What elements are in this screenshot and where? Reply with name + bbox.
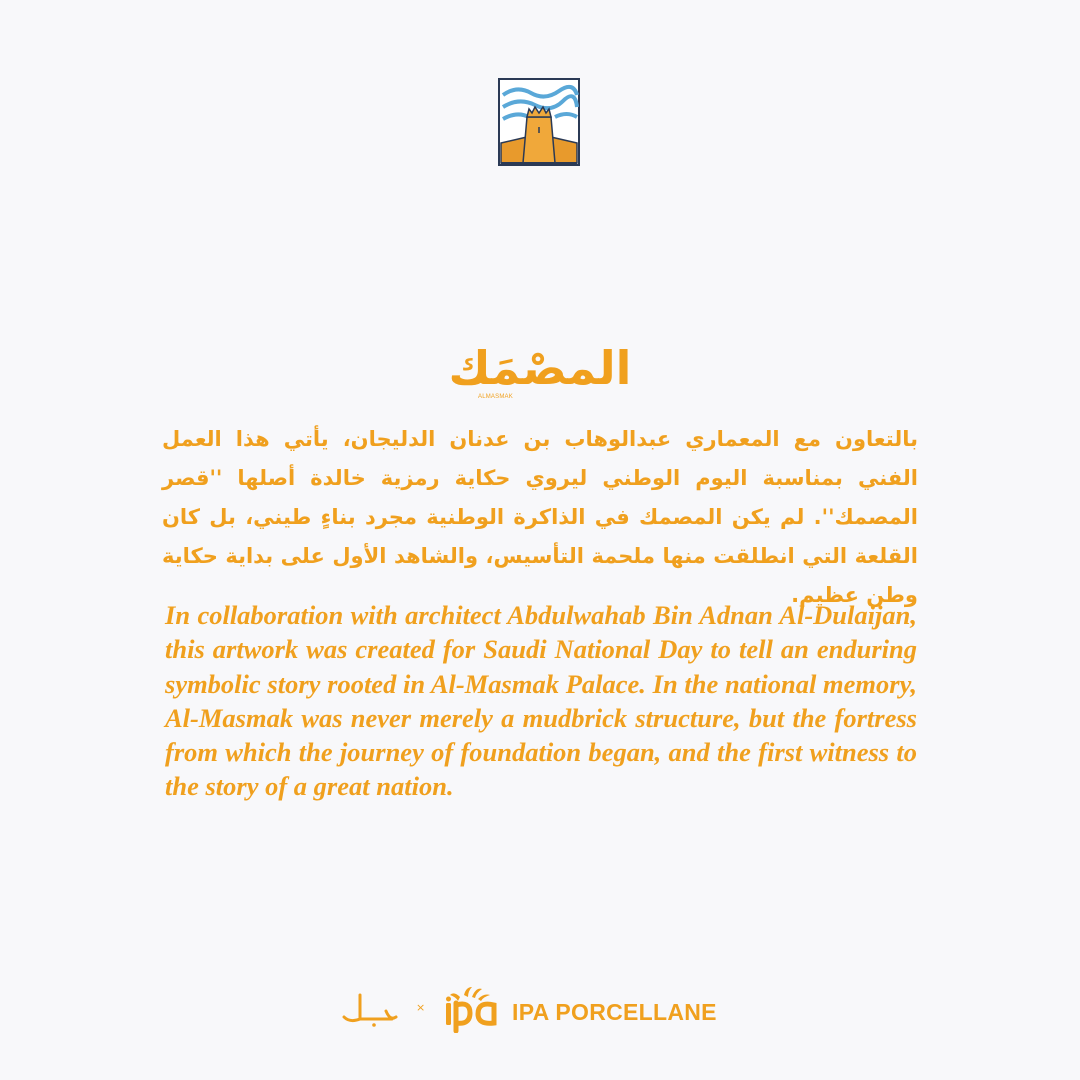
description-english: In collaboration with architect Abdulwahab Bin Adnan Al-Dulaijan, this artwork was created for Saudi National Day to tell an enduring symbolic story rooted in Al-Masmak Palace. In the national memory, Al-Masmak was never merely a mudbrick structure, but the fortress from which the journey of foundation began, and the first witness to the story of a great nation.: [165, 600, 917, 802]
collaboration-separator: ×: [416, 1001, 426, 1014]
brand-name: IPA PORCELLANE: [512, 999, 717, 1025]
page-title-arabic: المصْمَك: [448, 341, 632, 395]
title: [0, 341, 1080, 395]
artist-signature-logo-icon: [340, 991, 400, 1027]
ipa-logo-icon: [442, 985, 506, 1033]
description-arabic: بالتعاون مع المعماري عبدالوهاب بن عدنان الدليجان، يأتي هذا العمل الفني بمناسبة اليوم الوطني ليروي حكاية رمزية خالدة أصلها ''قصر المصمك''. لم يكن المصمك في الذاكرة الوطنية مجرد بناءٍ طيني، بل كان القلعة التي انطلقت منها ملحمة التأسيس، والشاهد الأول على بداية حكاية وطن عظيم.: [162, 427, 918, 607]
masmak-fortress-icon: [497, 77, 581, 167]
footer-logos: [0, 985, 1080, 1035]
page-title-latin: ALMASMAK: [478, 394, 513, 400]
